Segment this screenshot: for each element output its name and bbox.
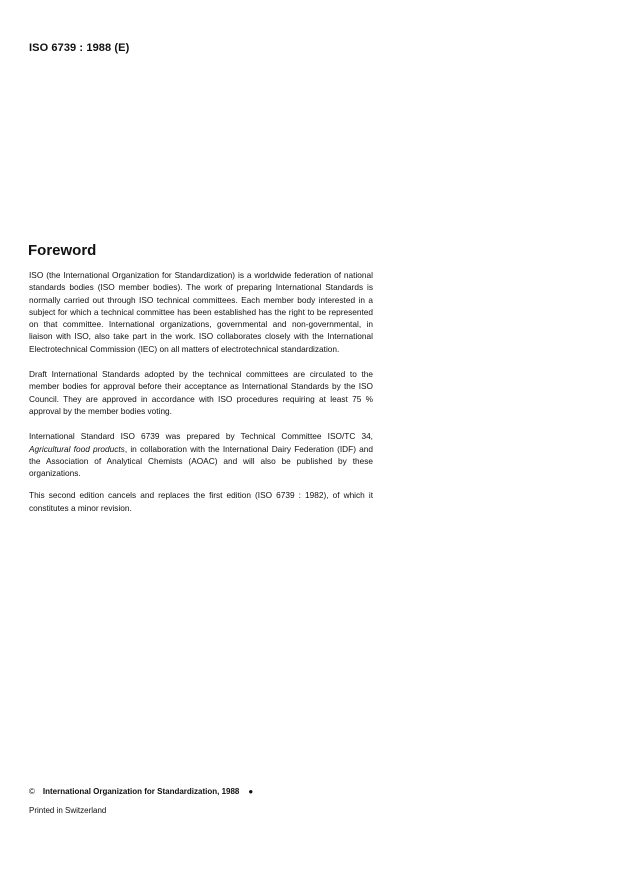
copyright-text: International Organization for Standardization, 1988 bbox=[42, 787, 240, 796]
paragraph-3-lead: International Standard ISO 6739 was prepared by Technical Committee ISO/TC 34, bbox=[29, 431, 373, 442]
foreword-body bbox=[29, 269, 373, 528]
foreword-paragraph-4: This second edition cancels and replaces the first edition (ISO 6739 : 1982), of which it constitutes a minor revision. bbox=[29, 490, 373, 513]
foreword-paragraph-2: Draft International Standards adopted by the technical committees are circulated to the member bodies for approval before their acceptance as International Standards by the ISO Council. They are approved in accordance with ISO procedures requiring at least 75 % approval by the member bodies voting. bbox=[29, 369, 373, 416]
copyright-symbol: © bbox=[29, 787, 35, 796]
foreword-paragraph-3 bbox=[29, 430, 373, 479]
foreword-paragraph-1: ISO (the International Organization for Standardization) is a worldwide federation of national standards bodies (ISO member bodies). The work of preparing International Standards is normally carried out through ISO technical committees. Each member body interested in a subject for which a technical committee has been established has the right to be represented on that committee. International organizations, governmental and non-governmental, in liaison with ISO, also take part in the work. ISO collaborates closely with the International Electrotechnical Commission (IEC) on all matters of electrotechnical standardization. bbox=[29, 270, 373, 354]
document-id-header: ISO 6739 : 1988 (E) bbox=[29, 42, 130, 54]
copyright-line bbox=[29, 787, 253, 796]
paragraph-3-rest: , in collaboration with the International Dairy Federation (IDF) and the Association of Analytical Chemists (AOAC) and will also be published by these organizations. bbox=[29, 443, 373, 479]
bullet-icon: ● bbox=[248, 787, 254, 796]
committee-title-italic: Agricultural food products bbox=[29, 443, 125, 454]
printed-in-line: Printed in Switzerland bbox=[29, 806, 107, 815]
foreword-title: Foreword bbox=[28, 242, 97, 259]
